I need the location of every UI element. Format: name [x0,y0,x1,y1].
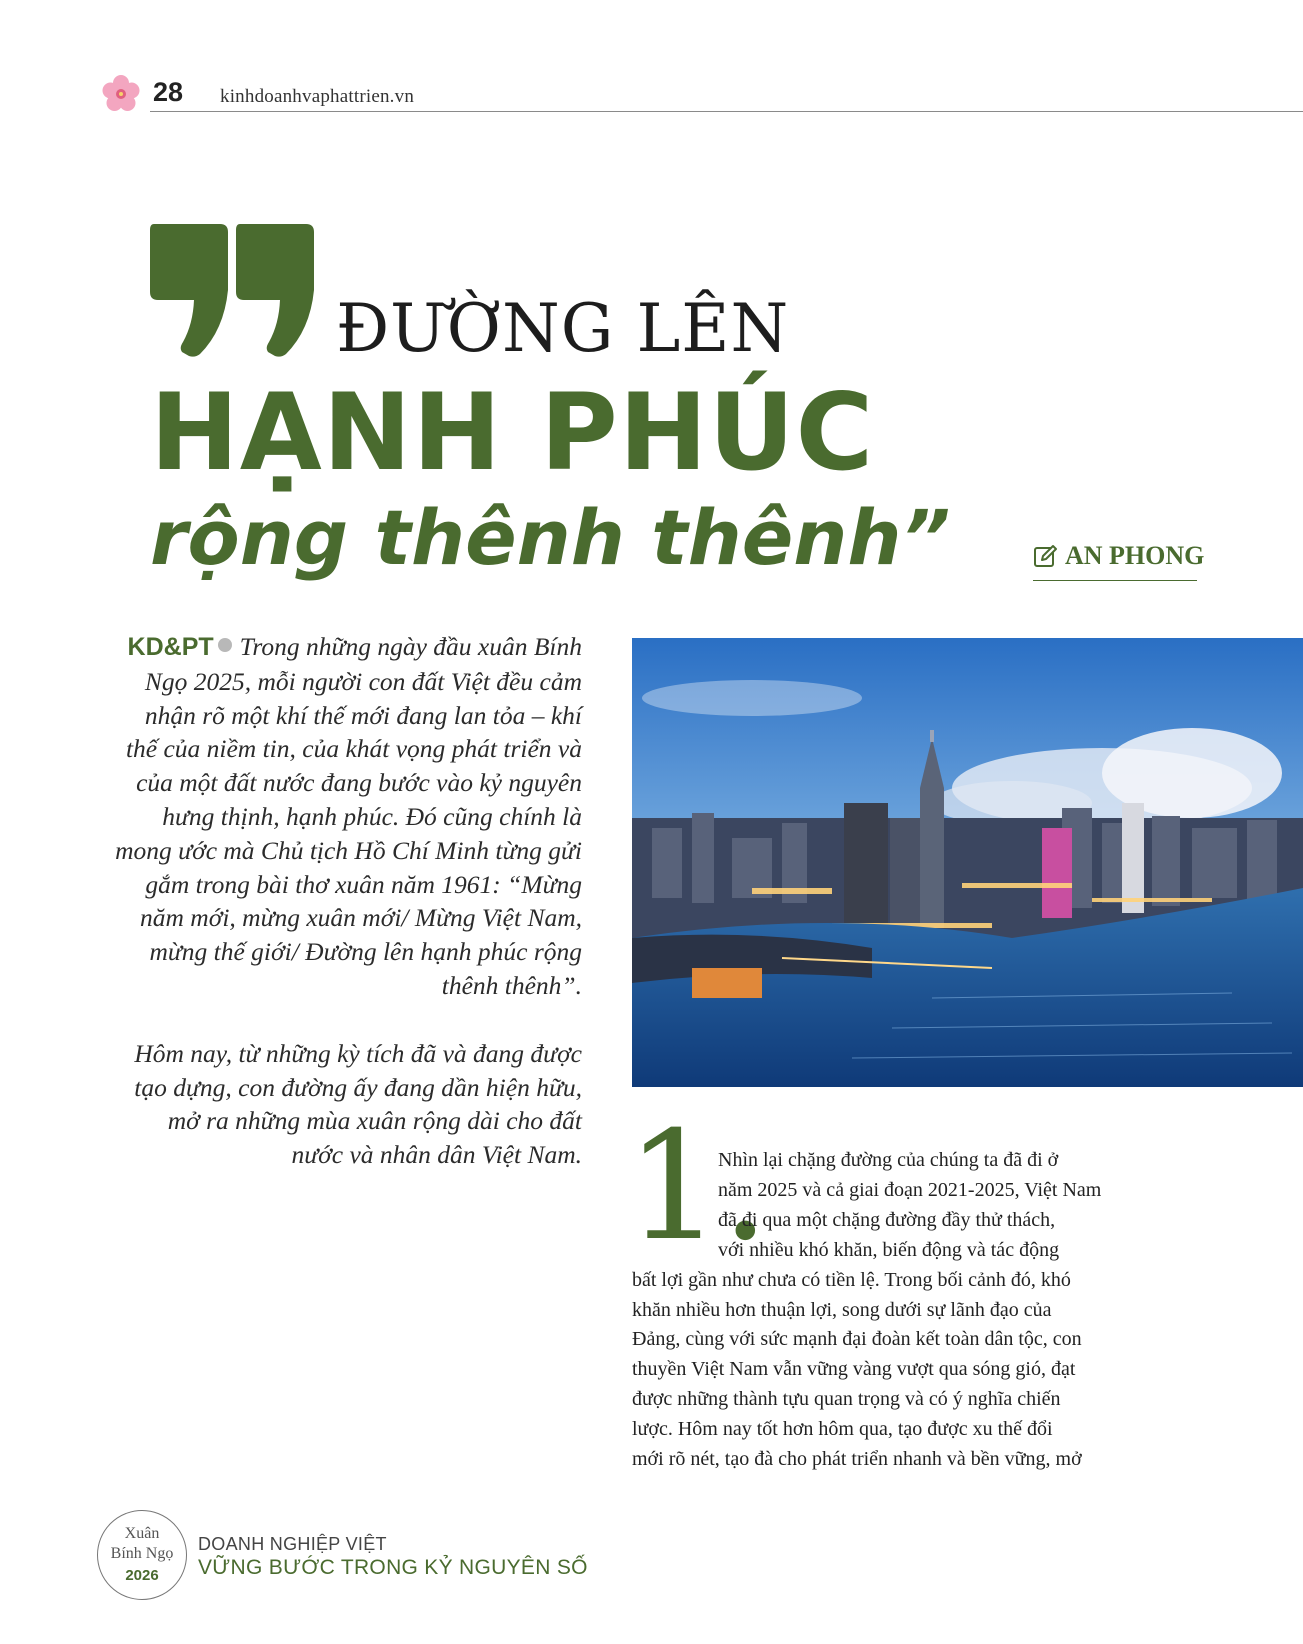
body-paragraph [632,1146,1134,1475]
badge-line-2: Bính Ngọ [110,1545,174,1562]
body-line: được những thành tựu quan trọng và có ý nghĩa chiến [632,1388,1061,1411]
lead-paragraph-2: Hôm nay, từ những kỳ tích đã và đang được tạo dựng, con đường ấy đang dần hiện hữu, mở ra những mùa xuân rộng dài cho đất nước và nhân dân Việt Nam. [134,1038,582,1170]
badge-year: 2026 [125,1567,159,1584]
title-line-2: HẠNH PHÚC [150,371,875,494]
opening-quote-icon [148,220,318,360]
title-line-1: ĐƯỜNG LÊN [336,290,790,367]
body-line: lược. Hôm nay tốt hơn hôm qua, tạo được xu thế đổi [632,1418,1053,1441]
page-number: 28 [153,77,184,107]
body-line: Nhìn lại chặng đường của chúng ta đã đi ở [718,1149,1059,1171]
author-underline [1033,580,1197,581]
source-tag: KD&PT [127,633,214,661]
lead-paragraph-1 [115,630,582,1003]
body-line: thuyền Việt Nam vẫn vững vàng vượt qua sóng gió, đạt [632,1358,1076,1381]
pencil-edit-icon [1033,543,1059,569]
badge-line-1: Xuân [124,1525,160,1542]
section-title: VỮNG BƯỚC TRONG KỶ NGUYÊN SỐ [198,1556,588,1579]
header-divider [150,111,1303,112]
body-line: với nhiều khó khăn, biến động và tác động [718,1238,1060,1261]
drop-cap-numeral: 1. [626,1100,770,1274]
body-line: đã đi qua một chặng đường đầy thử thách, [718,1208,1056,1231]
body-line: bất lợi gần như chưa có tiền lệ. Trong bối cảnh đó, khó [632,1268,1071,1291]
author-byline [1033,541,1204,571]
author-name: AN PHONG [1065,541,1205,570]
city-skyline-photo [632,638,1303,1087]
lead-paragraph-1-text: Trong những ngày đầu xuân Bính Ngọ 2025, mỗi người con đất Việt đều cảm nhận rõ một khí thế mới đang lan tỏa – khí thế của niềm tin, của khát vọng phát triển và của một đất nước đang bước vào kỷ nguyên hưng thịnh, hạnh phúc. Đó cũng chính là mong ước mà Chủ tịch Hồ Chí Minh từng gửi gắm trong bài thơ xuân năm 1961: “Mừng năm mới, mừng xuân mới/ Mừng Việt Nam, mừng thế giới/ Đường lên hạnh phúc rộng thênh thênh”. [115,632,582,1000]
edition-badge [97,1510,187,1600]
section-label: DOANH NGHIỆP VIỆT [198,1534,387,1554]
body-line: khăn nhiều hơn thuận lợi, song dưới sự lãnh đạo của [632,1298,1052,1321]
body-line: mới rõ nét, tạo đà cho phát triển nhanh và bền vững, mở [632,1448,1082,1471]
apricot-blossom-icon [101,74,141,114]
body-line: Đảng, cùng với sức mạnh đại đoàn kết toàn dân tộc, con [632,1328,1082,1351]
title-line-3: rộng thênh thênh” [150,493,951,582]
lead-text [115,630,582,1172]
site-url[interactable]: kinhdoanhvaphattrien.vn [220,86,415,107]
bullet-dot-icon [218,638,232,652]
body-line: năm 2025 và cả giai đoạn 2021-2025, Việt Nam [718,1178,1102,1201]
